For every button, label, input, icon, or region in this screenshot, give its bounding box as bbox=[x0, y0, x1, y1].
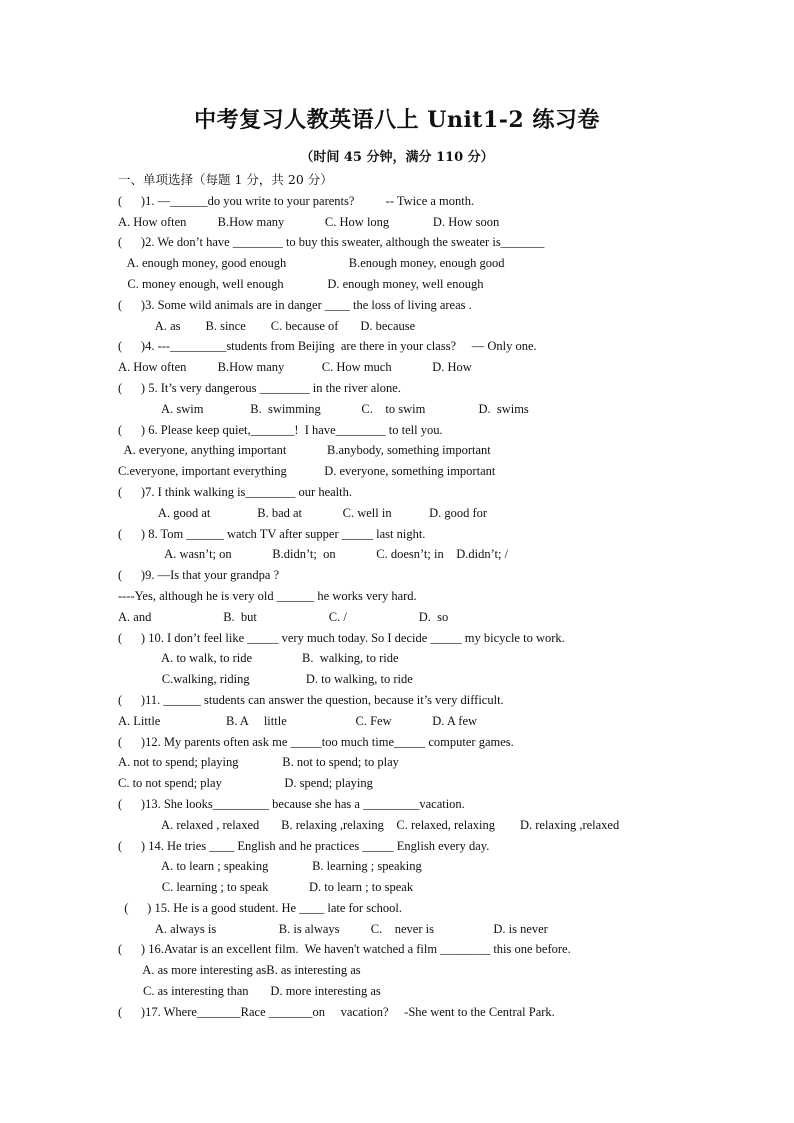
exam-line: ( )13. She looks_________ because she has a _________vacation. bbox=[118, 796, 465, 811]
exam-line: A. everyone, anything important B.anybody, something important bbox=[118, 443, 491, 458]
exam-line: ( )17. Where_______Race _______on vacation? -She went to the Central Park. bbox=[118, 1004, 555, 1019]
exam-line: C. as interesting than D. more interesting as bbox=[118, 984, 381, 999]
exam-line: ( ) 15. He is a good student. He ____ late for school. bbox=[118, 900, 402, 915]
exam-line: A. as more interesting asB. as interesting as bbox=[118, 963, 361, 978]
exam-line: ( )3. Some wild animals are in danger ____ the loss of living areas . bbox=[118, 297, 472, 312]
exam-line: ( ) 16.Avatar is an excellent film. We haven't watched a film ________ this one before. bbox=[118, 942, 571, 957]
exam-line: ----Yes, although he is very old ______ he works very hard. bbox=[118, 588, 417, 603]
exam-line: ( ) 8. Tom ______ watch TV after supper _____ last night. bbox=[118, 526, 426, 541]
exam-line: ( ) 5. It’s very dangerous ________ in the river alone. bbox=[118, 380, 401, 395]
exam-line: C. money enough, well enough D. enough money, well enough bbox=[118, 276, 484, 291]
exam-body bbox=[118, 170, 758, 1023]
exam-line: A. swim B. swimming C. to swim D. swims bbox=[118, 401, 529, 416]
exam-line: ( )7. I think walking is________ our health. bbox=[118, 484, 352, 499]
exam-line: ( )9. —Is that your grandpa ? bbox=[118, 568, 280, 583]
exam-line: ( )2. We don’t have ________ to buy this sweater, although the sweater is_______ bbox=[118, 235, 545, 250]
exam-line: A. good at B. bad at C. well in D. good for bbox=[118, 505, 488, 520]
exam-line: A. as B. since C. because of D. because bbox=[118, 318, 416, 333]
exam-line: ( ) 6. Please keep quiet,_______! I have________ to tell you. bbox=[118, 422, 443, 437]
exam-line: A. How often B.How many C. How much D. How bbox=[118, 360, 472, 375]
exam-line: ( )1. —______do you write to your parents? -- Twice a month. bbox=[118, 193, 475, 208]
exam-line: ( ) 10. I don’t feel like _____ very much today. So I decide _____ my bicycle to work. bbox=[118, 630, 565, 645]
exam-line: C.walking, riding D. to walking, to ride bbox=[118, 672, 413, 687]
exam-line: A. always is B. is always C. never is D. is never bbox=[118, 921, 548, 936]
exam-line: C. learning ; to speak D. to learn ; to speak bbox=[118, 880, 414, 895]
exam-line: C.everyone, important everything D. everyone, something important bbox=[118, 464, 496, 479]
exam-line: A. relaxed , relaxed B. relaxing ,relaxing C. relaxed, relaxing D. relaxing ,relaxed bbox=[118, 817, 620, 832]
exam-line: ( )4. ---_________students from Beijing are there in your class? — Only one. bbox=[118, 339, 537, 354]
exam-line: A. to learn ; speaking B. learning ; speaking bbox=[118, 859, 422, 874]
exam-line: A. and B. but C. / D. so bbox=[118, 609, 449, 624]
page-subtitle: （时间 45 分钟，满分 110 分） bbox=[300, 150, 494, 165]
section-heading: 一、单项选择（每题 1 分，共 20 分） bbox=[118, 172, 333, 187]
exam-line: ( )12. My parents often ask me _____too much time_____ computer games. bbox=[118, 734, 514, 749]
exam-line: A. not to spend; playing B. not to spend; to play bbox=[118, 755, 399, 770]
exam-line: A. How often B.How many C. How long D. How soon bbox=[118, 214, 500, 229]
exam-line: A. enough money, good enough B.enough money, enough good bbox=[118, 256, 505, 271]
exam-line: A. Little B. A little C. Few D. A few bbox=[118, 713, 478, 728]
exam-line: ( ) 14. He tries ____ English and he practices _____ English every day. bbox=[118, 838, 490, 853]
exam-line: A. wasn’t; on B.didn’t; on C. doesn’t; in D.didn’t; / bbox=[118, 547, 509, 562]
exam-line: ( )11. ______ students can answer the question, because it’s very difficult. bbox=[118, 692, 504, 707]
page-title: 中考复习人教英语八上 Unit1-2 练习卷 bbox=[194, 107, 600, 133]
exam-line: A. to walk, to ride B. walking, to ride bbox=[118, 651, 399, 666]
exam-line: C. to not spend; play D. spend; playing bbox=[118, 776, 373, 791]
